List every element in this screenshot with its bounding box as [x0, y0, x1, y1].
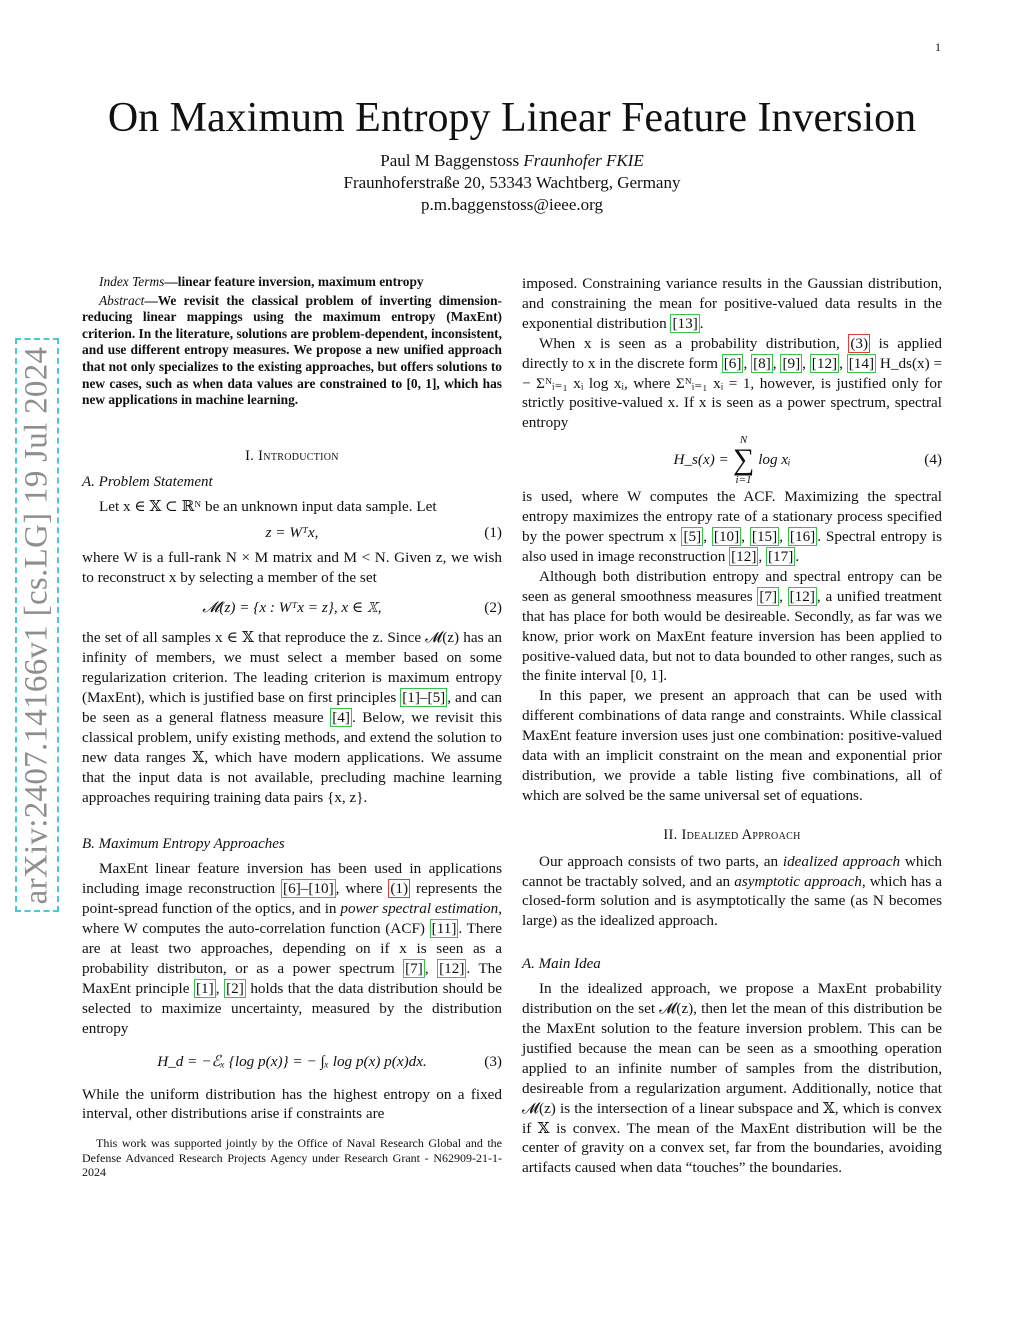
citation-link[interactable]: [6]–[10]: [283, 880, 334, 898]
page-number: 1: [935, 40, 941, 54]
equation-4: H_s(x) = N ∑ i=1 log xᵢ (4): [673, 434, 942, 487]
paragraph: Although both distribution entropy and spectral entropy can be seen as general smoothness measures [7] , [12] , a unified treatment that has place for both would be desireable. Secondly, as far was we know, prior work on MaxEnt feature inversion has been applied to positive-valued data, but not to data bounded to other ranges, such as the finite interval [0, 1].: [522, 567, 943, 685]
paragraph: the set of all samples x ∈ 𝕏 that reproduce the z. Since 𝓜(z) has an infinity of members, we must select a member based on some regularization criterion. The leading criterion is maximum entropy (MaxEnt), which is justified base on first principles [1]–[5] , and can be seen as a general flatness measure [4] . Below, we revisit this classical problem, unify existing methods, and extend the solution to new data ranges 𝕏, which have modern applications. We assume that the input data is not available, precluding machine learning approaches requiring training data pairs {x, z}.: [82, 629, 502, 806]
citation-link[interactable]: [16]: [789, 528, 816, 546]
citation-link[interactable]: [7]: [405, 959, 423, 977]
citation-link[interactable]: [6]: [723, 354, 742, 372]
equation-ref-link[interactable]: (3): [850, 334, 869, 352]
equation-1: z = Wᵀx, (1): [265, 523, 502, 541]
paragraph: When x is seen as a probability distribution, (3) is applied directly to x in the discrete form [6] , [8] , [9] , [12] , [14] H_ds(x) = − Σᴺᵢ₌₁ xᵢ log xᵢ, where Σᴺᵢ₌₁ xᵢ = 1, however, is justified only for strictly positive-valued x. If x is seen as a power spectrum, spectral entropy: [522, 334, 943, 432]
citation-link[interactable]: [10]: [713, 528, 740, 546]
paragraph: is used, where W computes the ACF. Maximizing the spectral entropy maximizes the entropy rate of a stationary process specified by the power spectrum x [5] , [10] , [15] , [16] . Spectral entropy is also used in image reconstruction [12] , [17] .: [522, 488, 943, 565]
paragraph: Let x ∈ 𝕏 ⊂ ℝᴺ be an unknown input data sample. Let: [99, 497, 437, 515]
subsection-maxent-approaches: B. Maximum Entropy Approaches: [82, 836, 285, 853]
author-email[interactable]: p.m.baggenstoss@ieee.org: [420, 195, 603, 214]
author-block: [0, 150, 1024, 216]
subsection-main-idea: A. Main Idea: [522, 956, 601, 973]
equation-ref-link[interactable]: (1): [390, 880, 409, 898]
subsection-problem-statement: A. Problem Statement: [82, 473, 213, 490]
paragraph: Our approach consists of two parts, an idealized approach which cannot be tractably solved, and an asymptotic approach, which has a closed-form solution and is asymptotically the same (as N becomes large) as the idealized approach.: [522, 852, 943, 930]
index-terms-label: Index Terms: [99, 274, 165, 289]
arxiv-stamp[interactable]: [15, 338, 59, 912]
paragraph: where W is a full-rank N × M matrix and M < N. Given z, we wish to reconstruct x by selecting a member of the set: [82, 549, 502, 587]
right-column: [522, 274, 942, 1178]
summation-symbol: N ∑ i=1: [732, 434, 755, 487]
author-address: Fraunhoferstraße 20, 53343 Wachtberg, Germany: [343, 173, 681, 192]
citation-link[interactable]: [12]: [789, 587, 815, 605]
citation-link[interactable]: [17]: [768, 547, 794, 565]
citation-link[interactable]: [12]: [731, 547, 757, 565]
equation-2: 𝓜(z) = {x : Wᵀx = z}, x ∈ 𝕏, (2): [202, 599, 502, 617]
citation-link[interactable]: [5]: [683, 528, 702, 546]
citation-link[interactable]: [4]: [332, 708, 350, 726]
paragraph: In this paper, we present an approach that can be used with different combinations of data range and constraints. While classical MaxEnt feature inversion uses just one combination: positive-valued data with an implicit constraint on the mean and exponential prior distribution, we provide a table listing five combinations, all of which are solved be the same universal set of equations.: [522, 687, 942, 804]
paragraph: MaxEnt linear feature inversion has been used in applications including image reconstruction [6]–[10] , where (1) represents the point-spread function of the optics, and in power spectral estimation, where W computes the auto-correlation function (ACF) [11] . There are at least two approaches, depending on if x is seen as a probability distributon, or as a power spectrum [7] , [12] . The MaxEnt principle [1] , [2] holds that the data distribution should be selected to maximize uncertainty, measured by the distribution entropy: [82, 860, 502, 1037]
citation-link[interactable]: [12]: [439, 959, 465, 977]
section-heading-introduction: I. Introduction: [245, 447, 339, 464]
citation-link[interactable]: [12]: [811, 354, 838, 372]
citation-link[interactable]: [13]: [672, 314, 698, 332]
citation-link[interactable]: [1]: [196, 979, 214, 997]
paragraph: While the uniform distribution has the highest entropy on a fixed interval, other distributions arise if constraints are: [82, 1085, 502, 1123]
arxiv-stamp-text: arXiv:2407.14166v1 [cs.LG] 19 Jul 2024: [18, 346, 55, 904]
left-column: [82, 274, 502, 1192]
equation-3: H_d = −ℰₓ {log p(x)} = − ∫ₓ log p(x) p(x)dx. (3): [157, 1052, 502, 1070]
author-affiliation: Fraunhofer FKIE: [523, 151, 644, 170]
citation-link[interactable]: [8]: [753, 354, 771, 372]
section-heading-idealized-approach: II. Idealized Approach: [663, 826, 801, 843]
citation-link[interactable]: [14]: [848, 354, 875, 372]
citation-link[interactable]: [2]: [226, 979, 244, 997]
paper-title: On Maximum Entropy Linear Feature Inversion: [107, 95, 917, 141]
citation-link[interactable]: [11]: [431, 920, 457, 938]
citation-link[interactable]: [15]: [751, 528, 778, 546]
abstract-label: Abstract: [99, 292, 145, 308]
index-terms: Index Terms—linear feature inversion, maximum entropy: [99, 274, 424, 289]
abstract: Abstract—We revisit the classical problem of inverting dimension-reducing linear mappings using the maximum entropy (MaxEnt) criterion. In the literature, solutions are problem-dependent, inconsistent, and use different entropy measures. We propose a new unified approach that not only specializes to the existing approaches, but offers solutions to new cases, such as when data values are constrained to [0, 1], which has new applications in machine learning.: [82, 292, 502, 408]
footnote: This work was supported jointly by the Office of Naval Research Global and the Defense Advanced Research Projects Agency under Research Grant - N62909-21-1-2024: [82, 1136, 502, 1180]
paragraph: imposed. Constraining variance results in the Gaussian distribution, and constraining the mean for positive-valued data results in the exponential distribution [13] .: [522, 275, 942, 332]
paragraph: In the idealized approach, we propose a MaxEnt probability distribution on the set 𝓜(z), then let the mean of this distribution be the MaxEnt solution to the feature inversion problem. This can be justified because the mean can be seen as a smoothing operation applied to an infinite number of samples from the distribution, desireable from a regularization argument. Additionally, notice that 𝓜(z) is the intersection of a linear subspace and 𝕏, which is convex if 𝕏 is convex. The mean of the MaxEnt distribution will be the center of gravity on a convex set, far from the boundaries, avoiding artifacts caused when data “touches” the boundaries.: [522, 980, 942, 1177]
citation-link[interactable]: [7]: [759, 587, 778, 605]
citation-link[interactable]: [1]–[5]: [402, 689, 446, 706]
citation-link[interactable]: [9]: [782, 354, 801, 372]
author-name: Paul M Baggenstoss: [380, 151, 520, 170]
